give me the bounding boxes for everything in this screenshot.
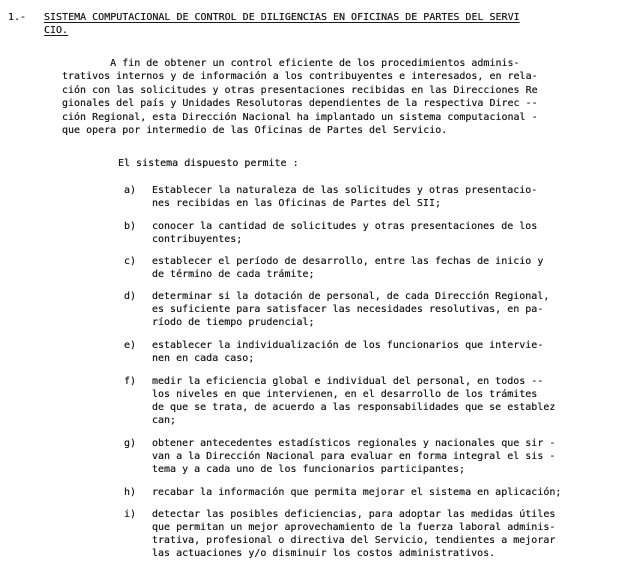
list-item-line: ríodo de tiempo prudencial; [152,317,315,328]
list-item-line: es suficiente para satisfacer las necesidades resolutivas, en pa- [152,304,544,315]
list-item-line: trativa, profesional o directiva del Servicio, tendientes a mejorar [152,535,556,546]
list-item-line: Establecer la naturaleza de las solicitudes y otras presentacio- [152,185,538,196]
list-item-line: que permitan un mejor aprovechamiento de la fuerza laboral adminis- [152,522,556,533]
paragraph-line: trativos internos y de información a los contribuyentes e interesados, en rela- [62,71,538,82]
list-item-letter: c) [124,256,137,267]
list-item-line: de término de cada trámite; [152,269,315,280]
list-item-line: nes recibidas en las Oficinas de Partes del SII; [152,198,441,209]
list-item-line: obtener antecedentes estadísticos regionales y nacionales que sir - [152,438,556,449]
list-item-line: tema y a cada uno de los funcionarios participantes; [152,464,466,475]
list-item-line: determinar si la dotación de personal, de cada Dirección Regional, [152,291,550,302]
list-item-line: nen en cada caso; [152,353,255,364]
list-item-letter: b) [124,221,137,232]
paragraph-line: A fin de obtener un control eficiente de los procedimientos adminis- [62,58,520,69]
list-item-line: detectar las posibles deficiencias, para adoptar las medidas útiles [152,509,556,520]
list-item-line: recabar la información que permita mejorar el sistema en aplicación; [152,487,562,498]
list-item-letter: g) [124,438,137,449]
list-item-line: las actuaciones y/o disminuir los costos administrativos. [152,548,496,559]
list-item-line: van a la Dirección Nacional para evaluar en forma integral el sis - [152,451,556,462]
list-item-letter: a) [124,185,137,196]
list-item-line: los niveles en que intervienen, en el desarrollo de los trámites [152,389,538,400]
paragraph-line: ción con las solicitudes y otras presentaciones recibidas en las Direcciones Re [62,85,538,96]
list-item-line: conocer la cantidad de solicitudes y otras presentaciones de los [152,221,538,232]
list-item-line: establecer la individualización de los funcionarios que intervie- [152,340,544,351]
list-item-line: contribuyentes; [152,234,243,245]
list-intro: El sistema dispuesto permite : [118,158,299,169]
list-item-line: de que se trata, de acuerdo a las responsabilidades que se establez [152,402,556,413]
list-item-line: can; [152,415,177,426]
list-item-line: establecer el período de desarrollo, entre las fechas de inicio y [152,256,544,267]
section-title-continued: CIO. [44,25,69,36]
section-number: 1.- [8,12,27,23]
list-item-letter: d) [124,291,137,302]
paragraph-line: que opera por intermedio de las Oficinas de Partes del Servicio. [62,125,448,136]
list-item-letter: e) [124,340,137,351]
paragraph-line: ción Regional, esta Dirección Nacional ha implantado un sistema computacional - [62,112,538,123]
list-item-letter: f) [124,376,137,387]
list-item-letter: i) [124,509,137,520]
paragraph-line: gionales del país y Unidades Resolutoras dependientes de la respectiva Direc -- [62,98,538,109]
section-title: SISTEMA COMPUTACIONAL DE CONTROL DE DILIGENCIAS EN OFICINAS DE PARTES DEL SERVI [44,12,520,23]
list-item-line: medir la eficiencia global e individual del personal, en todos -- [152,376,544,387]
list-item-letter: h) [124,487,137,498]
